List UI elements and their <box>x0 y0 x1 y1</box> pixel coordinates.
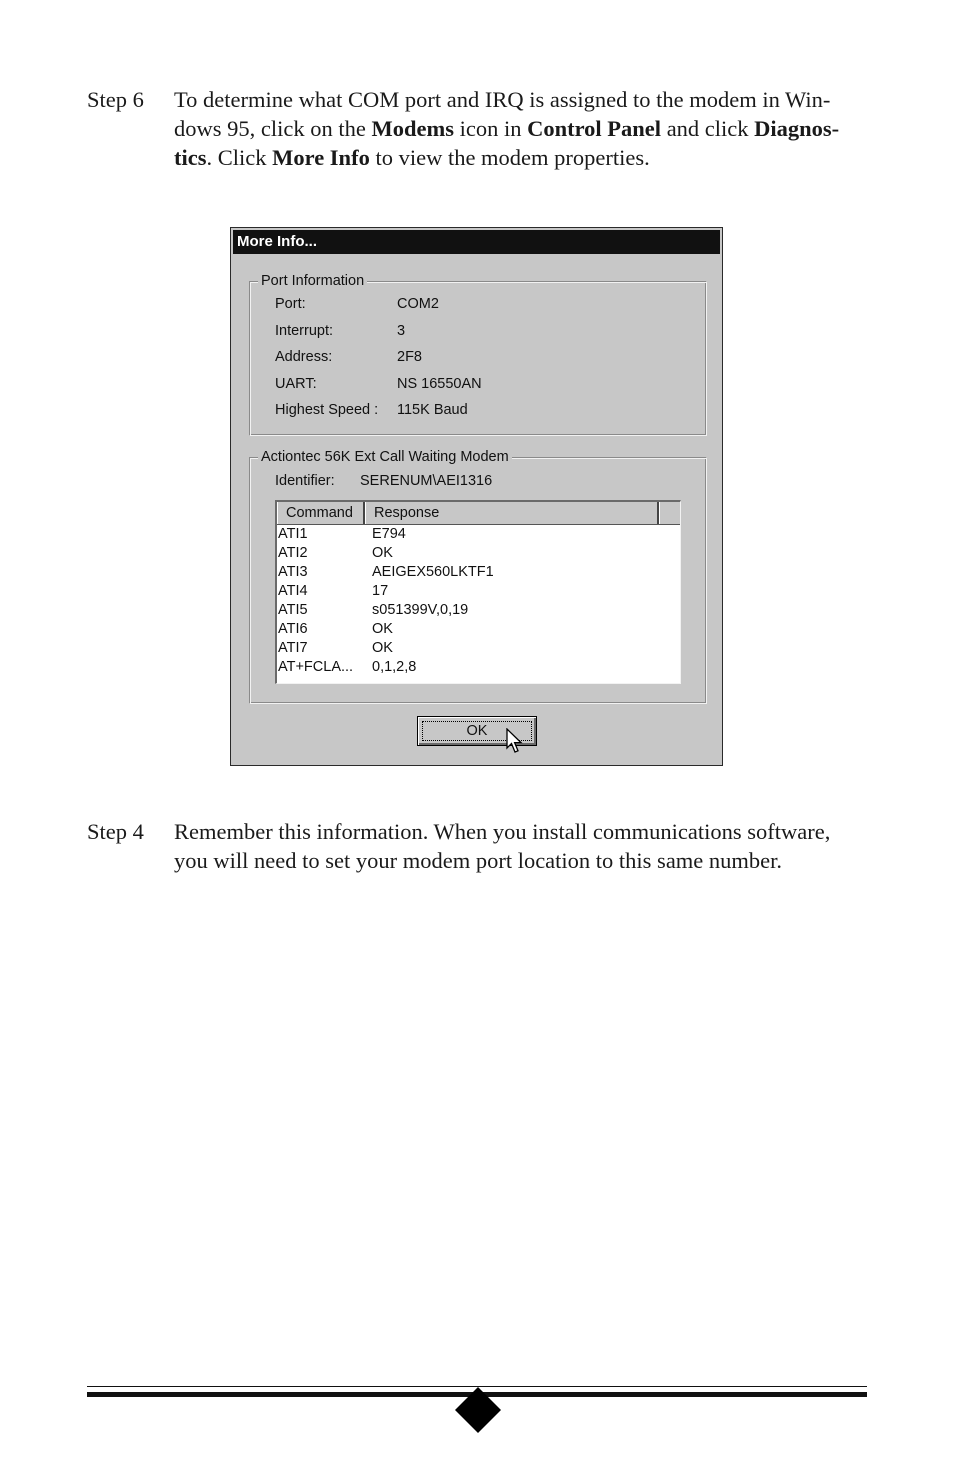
more-info-term: More Info <box>272 145 370 170</box>
modem-group-label: Actiontec 56K Ext Call Waiting Modem <box>258 448 512 466</box>
step-4-line-2: you will need to set your modem port location to this same number. <box>174 848 783 873</box>
step-6-instruction <box>87 85 869 172</box>
list-item[interactable]: ATI3 AEIGEX560LKTF1 <box>278 564 494 580</box>
interrupt-row: Interrupt: 3 <box>275 323 406 339</box>
step-4-line-1: Remember this information. When you install communications software, <box>174 819 831 844</box>
list-item[interactable]: AT+FCLA... 0,1,2,8 <box>278 659 417 675</box>
step-4-text <box>174 817 869 875</box>
port-row: Port: COM2 <box>275 296 439 312</box>
list-item[interactable]: ATI7 OK <box>278 640 393 656</box>
step-6-line-1: To determine what COM port and IRQ is assigned to the modem in Win- <box>174 87 831 112</box>
step-6-label: Step 6 <box>87 87 144 112</box>
step-6-line-3: tics. Click More Info to view the modem properties. <box>174 145 650 170</box>
modems-term: Modems <box>371 116 454 141</box>
port-group-label: Port Information <box>258 272 367 290</box>
port-information-group <box>249 273 707 436</box>
dialog-title: More Info... <box>233 230 720 254</box>
ok-button-label: OK <box>466 723 488 739</box>
identifier-value: SERENUM\AEI1316 <box>360 473 493 489</box>
step-4-label: Step 4 <box>87 819 144 844</box>
response-column-header[interactable]: Response <box>365 502 659 524</box>
step-6-line-2: dows 95, click on the Modems icon in Control Panel and click Diagnos- <box>174 116 840 141</box>
step-4-instruction <box>87 817 869 875</box>
list-header <box>277 502 680 525</box>
modem-group <box>249 449 707 704</box>
step-6-text <box>174 85 869 172</box>
list-item[interactable]: ATI1 E794 <box>278 526 406 542</box>
identifier-row: Identifier: SERENUM\AEI1316 <box>275 473 493 489</box>
diagnostics-term-part-2: tics <box>174 145 207 170</box>
list-item[interactable]: ATI6 OK <box>278 621 393 637</box>
command-column-header[interactable]: Command <box>277 502 365 524</box>
diagnostics-term-part-1: Diagnos- <box>754 116 840 141</box>
list-item[interactable]: ATI4 17 <box>278 583 389 599</box>
arrow-cursor-icon <box>506 728 524 754</box>
list-item[interactable]: ATI5 s051399V,0,19 <box>278 602 469 618</box>
list-item[interactable]: ATI2 OK <box>278 545 393 561</box>
highest-speed-row: Highest Speed : 115K Baud <box>275 402 468 418</box>
address-row: Address: 2F8 <box>275 349 422 365</box>
more-info-dialog <box>230 227 723 766</box>
uart-row: UART: NS 16550AN <box>275 376 482 392</box>
control-panel-term: Control Panel <box>527 116 662 141</box>
empty-column-header <box>659 502 680 524</box>
diamond-icon <box>455 1387 501 1433</box>
command-response-list[interactable] <box>275 500 681 684</box>
